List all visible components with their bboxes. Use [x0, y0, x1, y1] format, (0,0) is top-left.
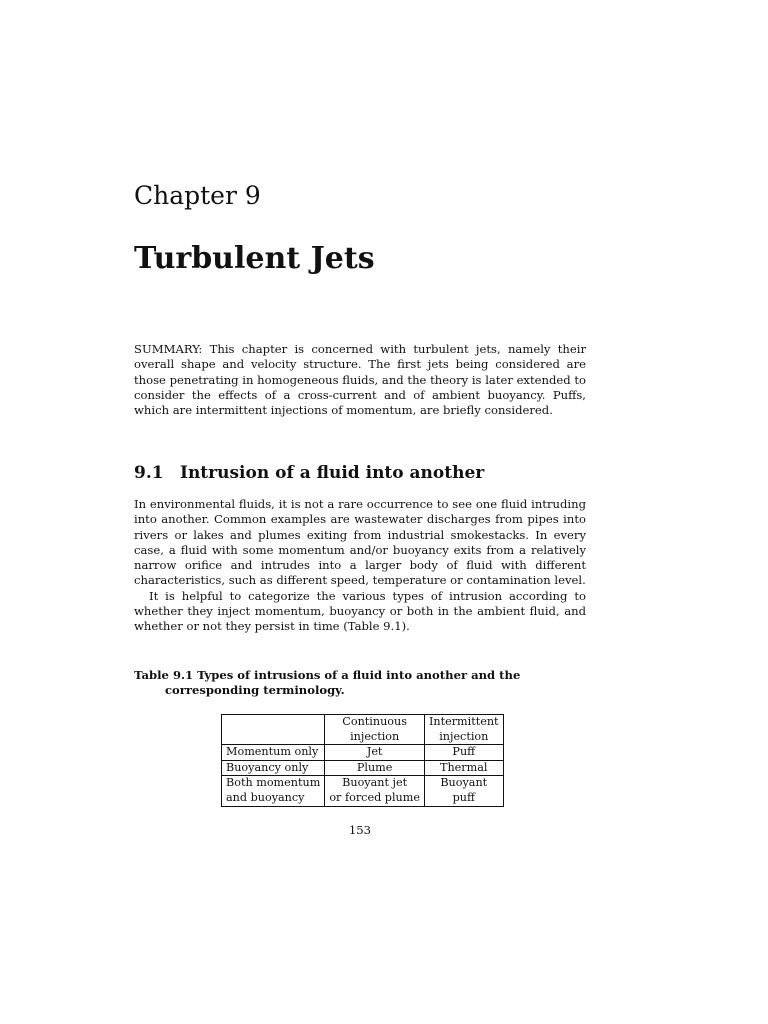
- section-body: [134, 497, 586, 635]
- table-row-label: Buoyancy only: [222, 760, 325, 776]
- table-cell: Jet: [325, 745, 425, 761]
- chapter-label: Chapter 9: [134, 181, 261, 210]
- chapter-title: Turbulent Jets: [134, 241, 375, 276]
- cell-line1: Buoyant jet: [342, 776, 408, 790]
- header-continuous-line2: injection: [350, 729, 400, 743]
- table-caption: Table 9.1 Types of intrusions of a fluid into another and the corresponding terminology.: [134, 668, 521, 698]
- table-row: [222, 776, 504, 806]
- table-header-row: [222, 715, 504, 745]
- cell-line2: or forced plume: [329, 790, 420, 804]
- document-page: [134, 0, 586, 1024]
- row-label-line1: Both momentum: [226, 776, 321, 790]
- table-row-label: [222, 776, 325, 806]
- table-row: [222, 760, 504, 776]
- body-paragraph: In environmental fluids, it is not a rare occurrence to see one fluid intruding into another. Common examples are wastewater discharges from pipes into rivers or lakes and plumes exiting from industrial smokestacks. In every case, a fluid with some momentum and/or buoyancy exits from a relatively narrow orifice and intrudes into a larger body of fluid with different characteristics, such as different speed, temperature or contamination level.: [134, 497, 586, 588]
- header-intermittent-line1: Intermittent: [428, 715, 499, 728]
- body-paragraph: It is helpful to categorize the various types of intrusion according to whether they inject momentum, buoyancy or both in the ambient fluid, and whether or not they persist in time (Table 9.1).: [134, 588, 586, 634]
- page-number: 153: [348, 823, 372, 837]
- table-header-cell: [325, 715, 425, 745]
- table-cell: Plume: [325, 760, 425, 776]
- table-cell: Thermal: [424, 760, 503, 776]
- section-title: Intrusion of a fluid into another: [180, 463, 485, 483]
- table-row-label: Momentum only: [222, 745, 325, 761]
- header-intermittent-line2: injection: [439, 729, 489, 743]
- table-corner-cell: [222, 715, 325, 745]
- table-cell: Puff: [424, 745, 503, 761]
- section-number: 9.1: [134, 463, 164, 483]
- row-label-line2: and buoyancy: [226, 790, 305, 804]
- table-cell: [424, 776, 503, 806]
- section-heading: [134, 462, 484, 484]
- table-cell: [325, 776, 425, 806]
- table-header-cell: [424, 715, 503, 745]
- cell-line1: Buoyant: [440, 776, 488, 790]
- intrusion-types-table: [221, 714, 504, 807]
- header-continuous-line1: Continuous: [342, 715, 407, 728]
- table-row: [222, 745, 504, 761]
- chapter-summary: SUMMARY: This chapter is concerned with turbulent jets, namely their overall shape and velocity structure. The first jets being considered are those penetrating in homogeneous fluids, and the theory is later extended to consider the effects of a cross-current and of ambient buoyancy. Puffs, which are intermittent injections of momentum, are briefly considered.: [134, 342, 586, 418]
- cell-line2: puff: [452, 790, 475, 804]
